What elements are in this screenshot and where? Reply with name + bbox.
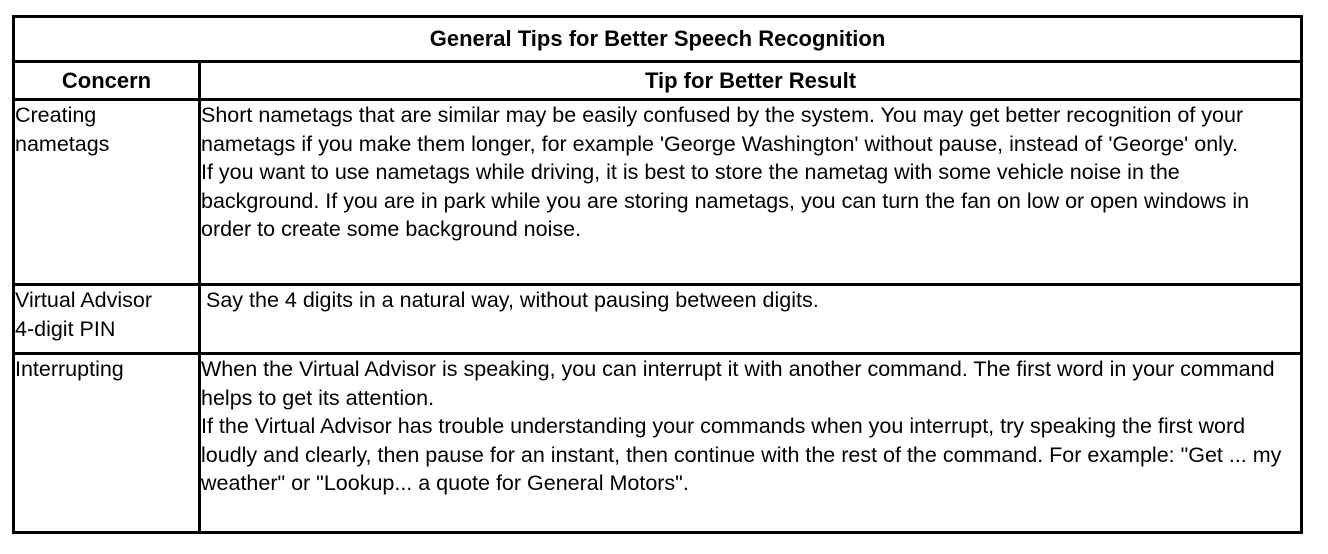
tip-paragraph: Short nametags that are similar may be easily confused by the system. You may get better recognition of your nametags if you make them longer, for example 'George Washington' without pause, instead of 'George' only. [201,103,1244,156]
table-title-row [14,17,1302,62]
concern-cell [14,100,200,285]
concern-line: Creating [15,103,97,127]
tip-cell [200,100,1302,285]
table-row [14,354,1302,533]
speech-tips-table [12,15,1303,534]
column-header-tip: Tip for Better Result [200,62,1302,100]
tip-paragraph: Say the 4 digits in a natural way, without pausing between digits. [206,288,819,312]
table-row [14,100,1302,285]
tip-paragraph: If you want to use nametags while driving, it is best to store the nametag with some vehicle noise in the background. If you are in park while you are storing nametags, you can turn the fan on low or open windows in order to create some background noise. [201,160,1250,241]
table-title: General Tips for Better Speech Recognition [14,17,1302,62]
tip-paragraph: If the Virtual Advisor has trouble understanding your commands when you interrupt, try speaking the first word loudly and clearly, then pause for an instant, then continue with the rest of the command. For example: "Get ... my weather" or "Lookup... a quote for General Motors". [201,414,1282,495]
concern-line: nametags [15,131,110,156]
tip-paragraph: When the Virtual Advisor is speaking, you can interrupt it with another command. The first word in your command helps to get its attention. [201,357,1275,410]
concern-line: Virtual Advisor [15,288,153,312]
concern-line: Interrupting [15,357,124,381]
table-header-row [14,62,1302,100]
tip-cell [200,354,1302,533]
table-row [14,285,1302,354]
concern-cell [14,285,200,354]
tip-cell [200,285,1302,354]
column-header-concern: Concern [14,62,200,100]
concern-cell [14,354,200,533]
concern-line: 4-digit PIN [15,316,116,341]
